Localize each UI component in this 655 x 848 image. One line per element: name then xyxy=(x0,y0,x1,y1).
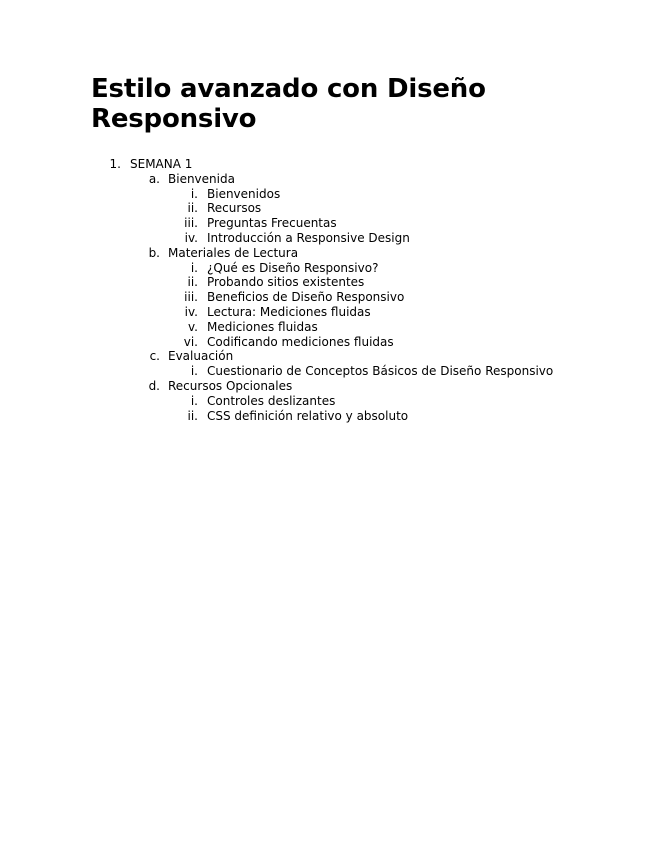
list-marker: 1. xyxy=(109,157,121,171)
topic-label: Mediciones fluidas xyxy=(207,319,318,334)
list-marker: ii. xyxy=(187,408,198,423)
week-label: SEMANA 1 xyxy=(130,157,193,171)
list-marker: iii. xyxy=(184,216,198,231)
topic-label: Lectura: Mediciones fluidas xyxy=(207,304,371,319)
list-marker: vi. xyxy=(183,334,198,349)
outline-topic-item xyxy=(0,364,655,379)
course-outline xyxy=(0,157,655,423)
list-marker: i. xyxy=(190,260,198,275)
topic-label: ¿Qué es Diseño Responsivo? xyxy=(207,260,379,275)
topic-label: Preguntas Frecuentas xyxy=(207,216,337,231)
outline-section-item xyxy=(0,172,655,187)
outline-topic-item xyxy=(0,394,655,409)
list-marker: i. xyxy=(190,393,198,408)
list-marker: i. xyxy=(190,364,198,379)
outline-topic-item xyxy=(0,261,655,276)
topic-label: Introducción a Responsive Design xyxy=(207,230,410,245)
list-marker: iv. xyxy=(184,230,198,245)
topic-label: Bienvenidos xyxy=(207,186,281,201)
outline-topic-item xyxy=(0,187,655,202)
topic-label: Cuestionario de Conceptos Básicos de Diseño Responsivo xyxy=(207,364,554,379)
topic-label: Codificando mediciones fluidas xyxy=(207,334,394,349)
list-marker: iv. xyxy=(184,304,198,319)
outline-week-item xyxy=(0,157,655,172)
list-marker: i. xyxy=(190,186,198,201)
outline-section-item xyxy=(0,246,655,261)
list-marker: iii. xyxy=(184,290,198,305)
list-marker: c. xyxy=(149,349,160,364)
list-marker: ii. xyxy=(187,201,198,216)
outline-topic-item xyxy=(0,290,655,305)
outline-topic-item xyxy=(0,201,655,216)
outline-topic-item xyxy=(0,216,655,231)
list-marker: ii. xyxy=(187,275,198,290)
outline-topic-item xyxy=(0,320,655,335)
outline-topic-item xyxy=(0,335,655,350)
topic-label: CSS definición relativo y absoluto xyxy=(207,408,409,423)
topic-label: Probando sitios existentes xyxy=(207,275,365,290)
list-marker: a. xyxy=(148,171,160,186)
topic-label: Recursos xyxy=(207,201,262,216)
document-title: Estilo avanzado con Diseño Responsivo xyxy=(91,74,486,134)
topic-label: Beneficios de Diseño Responsivo xyxy=(207,290,405,305)
section-label: Evaluación xyxy=(168,349,234,364)
outline-section-item xyxy=(0,349,655,364)
outline-topic-item xyxy=(0,231,655,246)
section-label: Bienvenida xyxy=(168,171,235,186)
section-label: Materiales de Lectura xyxy=(168,245,299,260)
section-label: Recursos Opcionales xyxy=(168,378,293,393)
outline-topic-item xyxy=(0,275,655,290)
topic-label: Controles deslizantes xyxy=(207,393,336,408)
list-marker: d. xyxy=(148,378,160,393)
outline-section-item xyxy=(0,379,655,394)
outline-topic-item xyxy=(0,305,655,320)
outline-topic-item xyxy=(0,409,655,424)
list-marker: b. xyxy=(148,245,160,260)
list-marker: v. xyxy=(188,319,198,334)
